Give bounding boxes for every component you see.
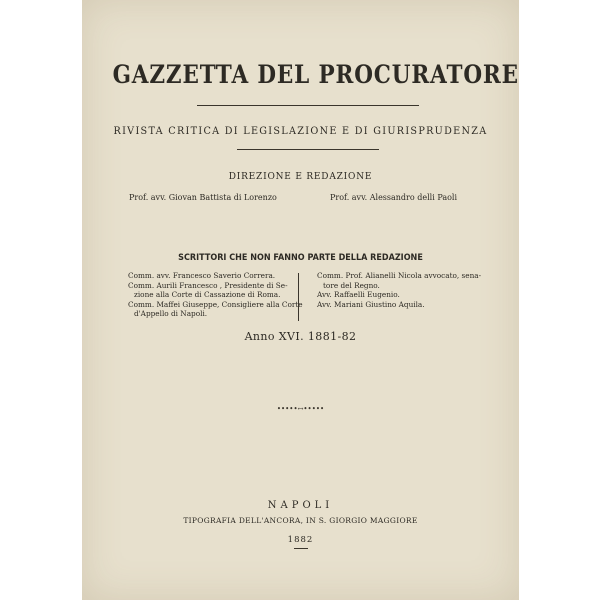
printer: TIPOGRAFIA DELL'ANCORA, IN S. GIORGIO MAGGIORE <box>183 516 418 525</box>
subtitle: RIVISTA CRITICA DI LEGISLAZIONE E DI GIURISPRUDENZA <box>113 125 488 137</box>
scrittori-left-line: Comm. avv. Francesco Saverio Correra. <box>128 271 276 280</box>
title-rule <box>197 105 419 106</box>
column-divider <box>298 273 299 321</box>
scrittori-left-line: d'Appello di Napoli. <box>134 309 208 318</box>
director-right: Prof. avv. Alessandro delli Paoli <box>330 193 458 202</box>
city: NAPOLI <box>267 500 334 511</box>
scrittori-left-line: Comm. Aurili Francesco , Presidente di Se- <box>128 280 288 290</box>
scrittori-left-column <box>128 271 303 319</box>
scrittori-left-line: Comm. Maffei Giuseppe, Consigliere alla Corte <box>128 299 303 309</box>
scrittori-right-line: tore del Regno. <box>323 280 380 290</box>
scrittori-heading: SCRITTORI CHE NON FANNO PARTE DELLA REDAZIONE <box>178 253 423 263</box>
scrittori-right-line: Avv. Mariani Giustino Aquila. <box>317 299 425 309</box>
publication-year: 1882 <box>287 535 314 545</box>
year-underline <box>294 548 308 549</box>
direzione-heading: DIREZIONE E REDAZIONE <box>228 172 373 182</box>
publication-title: GAZZETTA DEL PROCURATORE <box>112 60 519 89</box>
scrittori-right-line: Comm. Prof. Alianelli Nicola avvocato, sena- <box>317 271 482 280</box>
scrittori-right-column <box>317 271 481 309</box>
title-page <box>82 0 519 600</box>
director-left: Prof. avv. Giovan Battista di Lorenzo <box>129 193 277 202</box>
volume-year: Anno XVI. 1881-82 <box>244 330 357 343</box>
subtitle-rule <box>237 149 379 150</box>
scrittori-left-line: zione alla Corte di Cassazione di Roma. <box>134 290 281 299</box>
scrittori-right-line: Avv. Raffaelli Eugenio. <box>317 290 400 299</box>
ornament-divider: •••••↔••••• <box>276 405 325 413</box>
